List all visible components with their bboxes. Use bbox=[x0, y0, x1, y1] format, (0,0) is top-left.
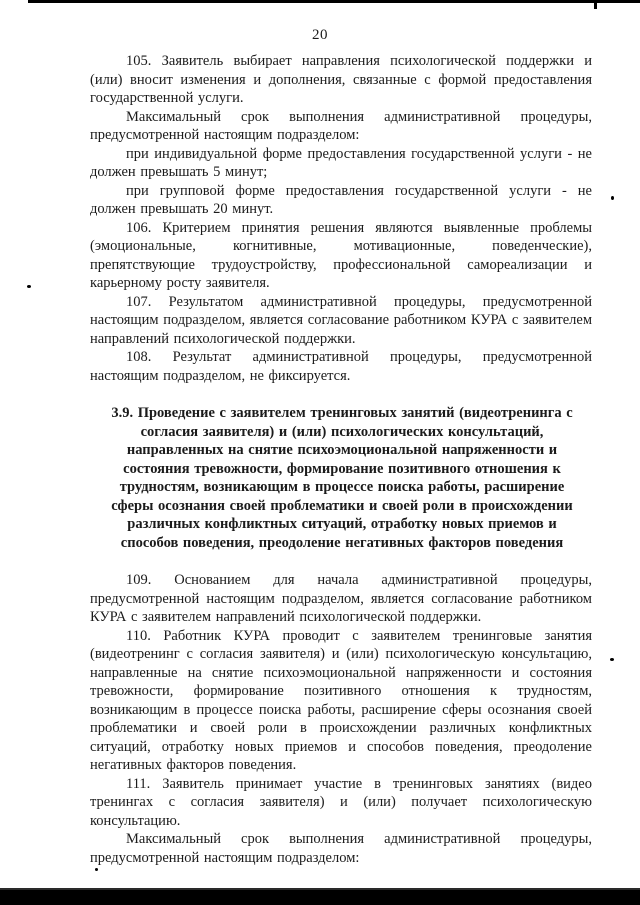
scan-speck bbox=[610, 658, 614, 661]
scan-speck bbox=[27, 285, 31, 288]
paragraph-108: 108. Результат административной процедуры, предусмотренной настоящим подразделом, не фиксируется. bbox=[90, 349, 592, 384]
scan-speck bbox=[611, 196, 614, 200]
paragraph-max-term-1: Максимальный срок выполнения административной процедуры, предусмотренной настоящим подразделом: bbox=[90, 108, 592, 143]
scan-speck bbox=[95, 868, 98, 871]
paragraph-individual-form: при индивидуальной форме предоставления государственной услуги - не должен превышать 5 минут; bbox=[90, 145, 592, 180]
paragraph-111: 111. Заявитель принимает участие в тренинговых занятиях (видео тренингах с согласия заявителя) и (или) получает психологическую консультацию. bbox=[90, 775, 592, 829]
paragraph-109: 109. Основанием для начала административной процедуры, предусмотренной настоящим подразделом, является согласование работником КУРА с заявителем направлений психологической поддержки. bbox=[90, 572, 592, 625]
paragraph-110: 110. Работник КУРА проводит с заявителем тренинговые занятия (видеотренинг с согласия заявителя) и (или) психологическую консультацию, направленные на снятие психоэмоциональной напряженности и состояния тревожности, формирование позитивного отношения к трудностям, возникающим в процессе поиска работы, расширение сферы осознания своей проблематики и своей роли в происхождении различных конфликтных ситуаций, отработку новых приемов и способов поведения, преодоление негативных факторов поведения. bbox=[90, 627, 592, 773]
page-number: 20 bbox=[312, 27, 328, 43]
document-body bbox=[90, 52, 592, 867]
scan-artifact-top-tick bbox=[594, 3, 597, 9]
scan-artifact-bottom-bar bbox=[0, 890, 640, 905]
paragraph-107: 107. Результатом административной процедуры, предусмотренной настоящим подразделом, является согласование работником КУРА с заявителем направлений психологической поддержки. bbox=[90, 293, 592, 347]
paragraph-max-term-2: Максимальный срок выполнения административной процедуры, предусмотренной настоящим подразделом: bbox=[90, 831, 592, 866]
scan-artifact-top-line bbox=[28, 0, 640, 3]
paragraph-106: 106. Критерием принятия решения являются выявленные проблемы (эмоциональные, когнитивные, мотивационные, поведенческие), препятствующие трудоустройству, профессиональной самореализации и карьерному росту заявителя. bbox=[90, 219, 592, 291]
section-heading-3-9: 3.9. Проведение с заявителем тренинговых занятий (видеотренинга с согласия заявителя) и (или) психологических консультаций, направленных на снятие психоэмоциональной напряженности и состояния тревожности, формирование позитивного отношения к трудностям, возникающим в процессе поиска работы, расширение сферы осознания своей проблематики и своей роли в происхождении различных конфликтных ситуаций, отработку новых приемов и способов поведения, преодоление негативных факторов поведения bbox=[111, 405, 573, 551]
paragraph-group-form: при групповой форме предоставления государственной услуги - не должен превышать 20 минут. bbox=[90, 182, 592, 217]
paragraph-105: 105. Заявитель выбирает направления психологической поддержки и (или) вносит изменения и дополнения, связанные с формой предоставления государственной услуги. bbox=[90, 53, 592, 106]
